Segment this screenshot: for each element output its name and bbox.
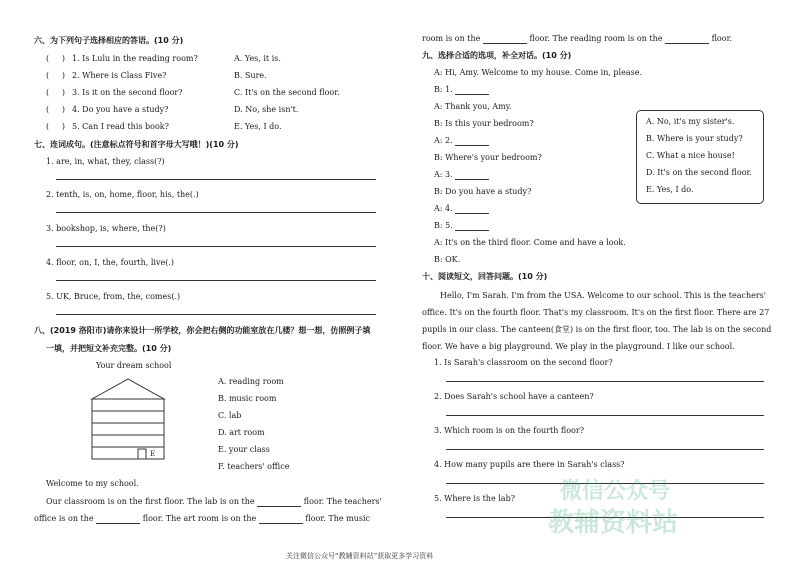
s6-answer-3: C. It's on the second floor. [234,88,340,97]
answer-line[interactable] [56,280,376,281]
watermark-line2: 教辅资料站 [548,508,679,538]
answer-line[interactable] [446,415,764,416]
answer-paren-3[interactable]: ( ) [46,88,65,97]
s8-option-c: C. lab [218,411,242,420]
fill-blank[interactable] [257,506,301,507]
dialog-line-3: A: Thank you, Amy. [434,102,512,111]
passage-line-4: floor. We have a big playground. We play in the playground. I like our school. [422,342,735,351]
passage-line-1: Hello, I'm Sarah. I'm from the USA. Welcome to our school. This is the teachers' [440,291,766,300]
passage-line-3: pupils in our class. The canteen(食堂) is on the first floor, too. The lab is on the second [422,325,772,334]
section9-title: 九、选择合适的选项，补全对话。(10 分) [422,51,572,60]
answer-paren-5[interactable]: ( ) [46,122,65,131]
s9-option-a: A. No, it's my sister's. [646,117,735,126]
dialog-line-1: A: Hi, Amy. Welcome to my house. Come in, please. [434,68,642,77]
dialog-line-6: B: Where's your bedroom? [434,153,542,162]
s6-answer-5: E. Yes, I do. [234,122,282,131]
section10-title: 十、阅读短文，回答问题。(10 分) [422,272,548,281]
s7-item-5: 5. UK, Bruce, from, the, comes(.) [46,292,181,301]
section8-title-line1: 八、(2019 洛阳市)请你来设计一所学校，你会把右侧的功能室放在几楼？想一想，仿照例子填 [34,326,371,335]
s8-option-b: B. music room [218,394,277,403]
fill-blank[interactable] [96,523,140,524]
s10-question-2: 2. Does Sarah's school have a canteen? [434,392,594,401]
dialog-line-5: A: 2. [434,136,489,146]
fill-blank[interactable] [455,94,489,95]
school-building-diagram [62,375,182,465]
footer-note: 关注微信公众号“教辅资料站”获取更多学习资料 [286,552,434,560]
dialog-line-9: A: 4. [434,204,489,214]
s7-item-2: 2. tenth, is, on, home, floor, his, the(.) [46,190,199,199]
s10-question-3: 3. Which room is on the fourth floor? [434,426,584,435]
dialog-line-12: B: OK. [434,255,461,264]
answer-line[interactable] [56,212,376,213]
roof [92,379,164,399]
s9-option-b: B. Where is your study? [646,134,743,143]
s9-option-e: E. Yes, I do. [646,185,694,194]
s10-question-5: 5. Where is the lab? [434,494,515,503]
door [138,449,146,459]
s6-question-5: 5. Can I read this book? [72,122,169,131]
section6-title: 六、为下列句子选择相应的答语。(10 分) [34,36,184,45]
dialog-line-4: B: Is this your bedroom? [434,119,534,128]
answer-line[interactable] [446,381,764,382]
fill-blank[interactable] [483,43,527,44]
s8-option-a: A. reading room [218,377,284,386]
s7-item-1: 1. are, in, what, they, class(?) [46,157,165,166]
fill-blank[interactable] [665,43,709,44]
s9-option-c: C. What a nice house! [646,151,735,160]
answer-line[interactable] [56,179,376,180]
s10-question-1: 1. Is Sarah's classroom on the second floor? [434,358,613,367]
s8-paragraph-line2: office is on the floor. The art room is on the floor. The music [34,514,371,523]
fill-blank[interactable] [455,179,489,180]
fill-blank[interactable] [259,523,303,524]
answer-line[interactable] [56,314,376,315]
s6-question-1: 1. Is Lulu in the reading room? [72,54,198,63]
dialog-line-11: A: It's on the third floor. Come and have a look. [434,238,626,247]
s6-answer-4: D. No, she isn't. [234,105,299,114]
s6-question-4: 4. Do you have a study? [72,105,169,114]
s6-question-3: 3. Is it on the second floor? [72,88,183,97]
section7-title: 七、连词成句。(注意标点符号和首字母大写哦！)(10 分) [34,140,239,149]
passage-line-2: office. It's on the fourth floor. That's my classroom. It's on the first floor. There are 27 [422,308,770,317]
dialog-line-7: A: 3. [434,170,489,180]
dialog-line-2: B: 1. [434,85,489,95]
answer-paren-2[interactable]: ( ) [46,71,65,80]
watermark-line1: 微信公众号 [560,479,671,504]
s8-option-d: D. art room [218,428,265,437]
diagram-title: Your dream school [96,361,172,370]
fill-blank[interactable] [455,145,489,146]
s6-question-2: 2. Where is Class Five? [72,71,167,80]
s8-option-e: E. your class [218,445,270,454]
dialog-line-10: B: 5. [434,221,489,231]
answer-paren-4[interactable]: ( ) [46,105,65,114]
s7-item-3: 3. bookshop, is, where, the(?) [46,224,166,233]
door-label: E [150,450,156,458]
s6-answer-1: A. Yes, it is. [234,54,281,63]
s8-paragraph-line1: Our classroom is on the first floor. The lab is on the floor. The teachers' [46,497,382,506]
dialog-line-8: B: Do you have a study? [434,187,532,196]
welcome-text: Welcome to my school. [46,479,139,488]
s8-option-f: F. teachers' office [218,462,290,471]
s7-item-4: 4. floor, on, I, the, fourth, live(.) [46,258,175,267]
fill-blank[interactable] [455,213,489,214]
answer-line[interactable] [56,246,376,247]
fill-blank[interactable] [455,230,489,231]
s8-paragraph-continuation: room is on the floor. The reading room is on the floor. [422,34,733,43]
answer-paren-1[interactable]: ( ) [46,54,65,63]
answer-line[interactable] [446,449,764,450]
section8-title-line2: 一填，并把短文补充完整。(10 分) [46,344,172,353]
s10-question-4: 4. How many pupils are there in Sarah's class? [434,460,625,469]
s9-option-d: D. It's on the second floor. [646,168,753,177]
s6-answer-2: B. Sure. [234,71,267,80]
